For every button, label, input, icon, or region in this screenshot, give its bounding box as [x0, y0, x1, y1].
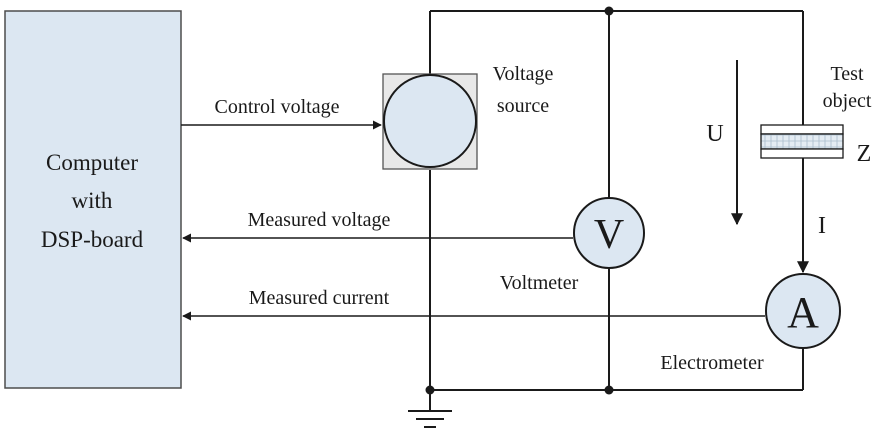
computer-label-line-3: DSP-board: [40, 227, 144, 252]
computer-label-line-2: with: [71, 188, 113, 213]
voltmeter-label: Voltmeter: [499, 272, 579, 294]
electrometer-label: Electrometer: [660, 352, 764, 374]
test-object-label-line-1: Test: [830, 63, 864, 85]
measured-voltage-label: Measured voltage: [247, 209, 391, 231]
measured-current-signal: [183, 287, 765, 316]
measured-voltage-signal: [183, 209, 573, 238]
electrometer-symbol: A: [787, 288, 819, 337]
voltage-arrow-label: U: [706, 121, 724, 147]
current-arrow-label: I: [818, 213, 826, 239]
computer-block: [5, 11, 181, 388]
test-object-label-line-2: object: [822, 90, 872, 112]
test-object: [761, 63, 872, 167]
voltage-arrow: [706, 60, 737, 224]
voltmeter: [500, 198, 644, 294]
impedance-label: Z: [856, 141, 872, 167]
voltage-source-label-line-1: Voltage: [492, 63, 554, 85]
ground-icon: [408, 411, 452, 427]
control-voltage-label: Control voltage: [214, 96, 340, 118]
computer-label-line-1: Computer: [46, 150, 138, 175]
voltage-source: [383, 63, 553, 169]
voltmeter-symbol: V: [593, 212, 625, 258]
control-voltage-signal: [181, 96, 381, 125]
electrometer: [660, 274, 840, 374]
voltage-source-label-line-2: source: [496, 95, 550, 117]
measured-current-label: Measured current: [248, 287, 390, 309]
